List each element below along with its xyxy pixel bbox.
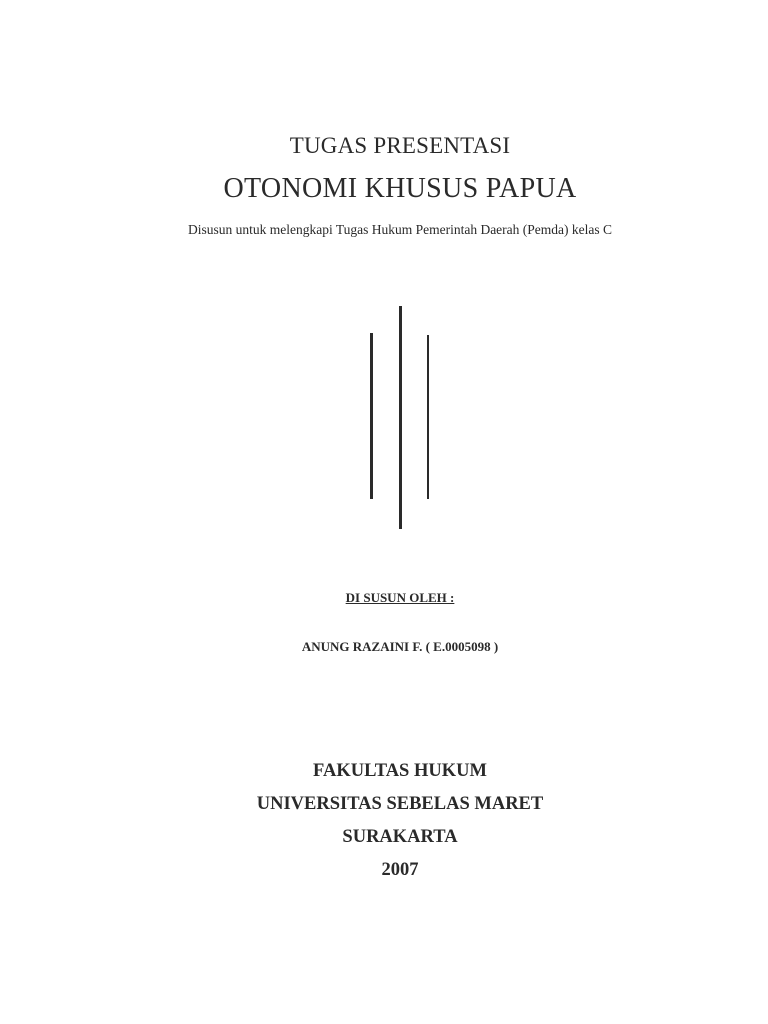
decorative-bar-left — [370, 333, 373, 499]
document-title: OTONOMI KHUSUS PAPUA — [223, 173, 577, 204]
composed-by-label: DI SUSUN OLEH : — [345, 590, 455, 605]
university-name: UNIVERSITAS SEBELAS MARET — [256, 794, 544, 814]
document-kicker: TUGAS PRESENTASI — [289, 133, 511, 158]
city-name: SURAKARTA — [342, 827, 458, 847]
document-subtitle: Disusun untuk melengkapi Tugas Hukum Pemerintah Daerah (Pemda) kelas C — [187, 222, 613, 237]
year: 2007 — [381, 860, 419, 880]
faculty-name: FAKULTAS HUKUM — [313, 761, 487, 781]
decorative-bar-right — [427, 335, 429, 499]
decorative-bar-middle — [399, 306, 402, 529]
author-name: ANUNG RAZAINI F. ( E.0005098 ) — [301, 639, 499, 654]
